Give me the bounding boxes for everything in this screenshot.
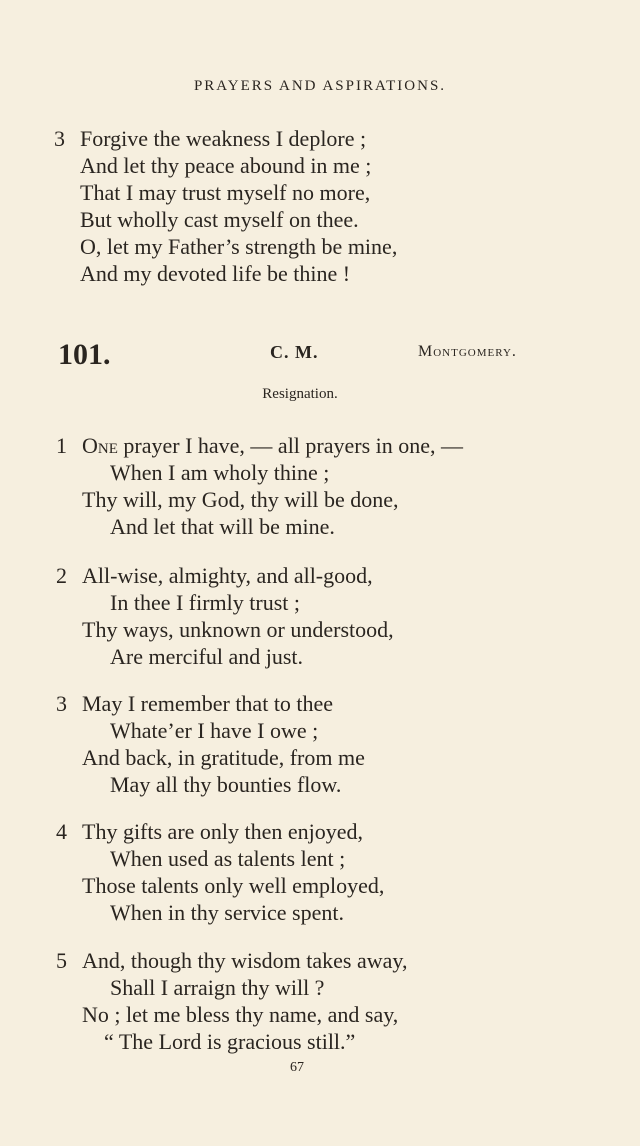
hymn-author: Montgomery. <box>418 343 517 360</box>
verse-line: Thy ways, unknown or understood, <box>82 617 394 642</box>
verse-line: Are merciful and just. <box>110 644 304 669</box>
verse-line: May I remember that to thee <box>82 691 334 716</box>
hymn-title: Resignation. <box>262 386 338 402</box>
verse-line: And my devoted life be thine ! <box>80 261 351 286</box>
stanza-number: 3 <box>56 691 67 716</box>
verse-line: Whate’er I have I owe ; <box>110 718 319 743</box>
verse-line: Thy will, my God, thy will be done, <box>82 487 399 512</box>
page-number: 67 <box>290 1060 304 1075</box>
running-header: PRAYERS AND ASPIRATIONS. <box>193 78 447 94</box>
verse-line: And let that will be mine. <box>110 514 335 539</box>
verse-line: When in thy service spent. <box>110 900 344 925</box>
stanza-number: 1 <box>56 433 67 458</box>
hymn-meter: C. M. <box>270 342 319 362</box>
verse-line: But wholly cast myself on thee. <box>80 207 359 232</box>
first-word: One <box>82 433 118 458</box>
verse-line <box>82 433 463 459</box>
hymn-number: 101. <box>58 338 111 371</box>
verse-line: When I am wholy thine ; <box>110 460 330 485</box>
verse-line: Forgive the weakness I deplore ; <box>80 126 367 151</box>
stanza-number: 3 <box>54 126 65 151</box>
stanza-number: 2 <box>56 563 67 588</box>
verse-line: And, though thy wisdom takes away, <box>82 948 408 973</box>
verse-line: And let thy peace abound in me ; <box>80 153 372 178</box>
verse-line: “ The Lord is gracious still.” <box>104 1029 356 1054</box>
verse-line: In thee I firmly trust ; <box>110 590 301 615</box>
verse-line: No ; let me bless thy name, and say, <box>82 1002 399 1027</box>
verse-line: Shall I arraign thy will ? <box>110 975 325 1000</box>
verse-line: And back, in gratitude, from me <box>82 745 365 770</box>
verse-line: All-wise, almighty, and all-good, <box>82 563 373 588</box>
verse-line: Thy gifts are only then enjoyed, <box>82 819 364 844</box>
verse-line: When used as talents lent ; <box>110 846 346 871</box>
stanza-number: 5 <box>56 948 67 973</box>
stanza-number: 4 <box>56 819 67 844</box>
verse-line: Those talents only well employed, <box>82 873 385 898</box>
verse-line: O, let my Father’s strength be mine, <box>80 234 398 259</box>
verse-line: May all thy bounties flow. <box>110 772 342 797</box>
verse-line-rest: prayer I have, — all prayers in one, — <box>117 433 464 458</box>
verse-line: That I may trust myself no more, <box>80 180 371 205</box>
